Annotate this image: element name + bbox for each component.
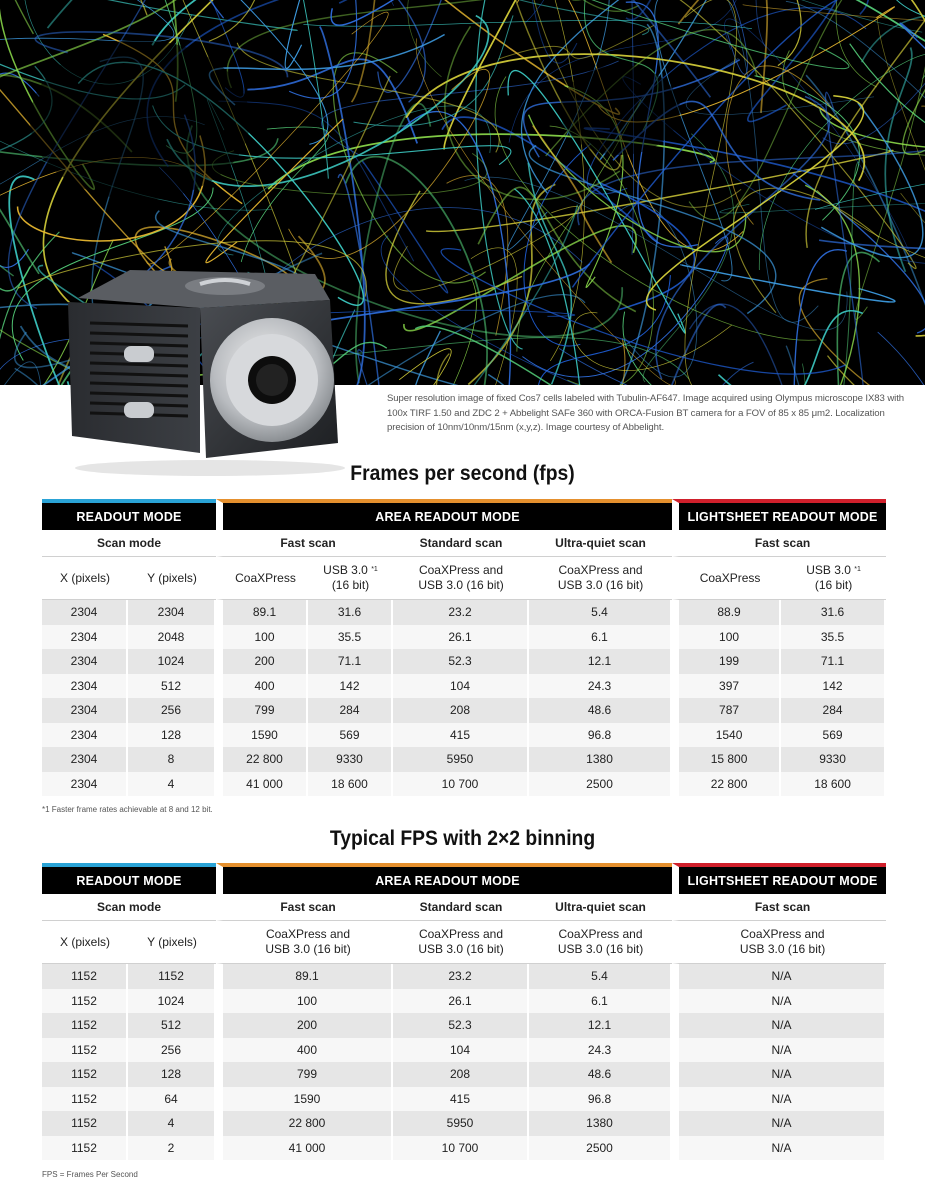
- table-cell: 26.1: [393, 625, 529, 650]
- microtubule-fiber: [697, 0, 819, 322]
- microtubule-fiber: [0, 0, 33, 34]
- coax-usb-line1: CoaXPress and: [265, 927, 351, 941]
- table-cell: 52.3: [393, 1013, 529, 1038]
- table-cell: 2304: [42, 600, 128, 625]
- usb-header: [308, 557, 393, 600]
- table-cell: 1152: [42, 1062, 128, 1087]
- table-cell: 5950: [393, 747, 529, 772]
- fps-table: [42, 499, 886, 796]
- table-row: [42, 674, 886, 699]
- microtubule-fiber: [805, 185, 859, 385]
- table-cell: 1540: [672, 723, 781, 748]
- table-cell: 100: [672, 625, 781, 650]
- table-cell: 18 600: [781, 772, 886, 797]
- microtubule-fiber: [573, 313, 732, 371]
- table-cell: N/A: [672, 1087, 886, 1112]
- microtubule-fiber: [346, 157, 487, 385]
- table-cell: 1380: [529, 747, 672, 772]
- table-cell: 1024: [128, 989, 216, 1014]
- table-cell: 71.1: [308, 649, 393, 674]
- table-cell: 1152: [42, 1038, 128, 1063]
- fast-scan-label: Fast scan: [216, 530, 393, 557]
- table-cell: 284: [308, 698, 393, 723]
- table-cell: 5950: [393, 1111, 529, 1136]
- microtubule-fiber: [237, 43, 499, 153]
- table-cell: 2500: [529, 772, 672, 797]
- table-cell: 104: [393, 1038, 529, 1063]
- table-cell: 1590: [216, 1087, 393, 1112]
- coax-usb-line2: USB 3.0 (16 bit): [265, 942, 351, 956]
- table-cell: 1152: [42, 1136, 128, 1161]
- x-pixels-header: X (pixels): [42, 557, 128, 600]
- table-cell: 2304: [42, 698, 128, 723]
- table-row: [42, 600, 886, 625]
- table-cell: 64: [128, 1087, 216, 1112]
- table-cell: 96.8: [529, 723, 672, 748]
- table-cell: 128: [128, 723, 216, 748]
- lightsheet-readout-mode-header: LIGHTSHEET READOUT MODE: [672, 863, 886, 894]
- table-cell: 569: [781, 723, 886, 748]
- table-cell: N/A: [672, 1038, 886, 1063]
- table-cell: 10 700: [393, 1136, 529, 1161]
- ultra-quiet-coax-usb-header: [529, 921, 672, 964]
- table-cell: 12.1: [529, 649, 672, 674]
- table-cell: 15 800: [672, 747, 781, 772]
- nucleus-void: [30, 40, 250, 200]
- x-pixels-header: X (pixels): [42, 921, 128, 964]
- table-row: [42, 1013, 886, 1038]
- table-cell: 23.2: [393, 964, 529, 989]
- microtubule-fiber: [799, 279, 925, 385]
- microtubule-fiber: [855, 0, 925, 319]
- table-cell: 142: [308, 674, 393, 699]
- nucleus-void: [560, 65, 680, 155]
- table-cell: 48.6: [529, 698, 672, 723]
- coax-usb-line1: CoaXPress and: [558, 563, 643, 577]
- table-row: [42, 772, 886, 797]
- lightsheet-fast-scan-label: Fast scan: [672, 894, 886, 921]
- microtubule-fiber: [849, 0, 925, 336]
- table-cell: 400: [216, 674, 308, 699]
- table-cell: 6.1: [529, 625, 672, 650]
- table-cell: 22 800: [216, 747, 308, 772]
- table-cell: 1024: [128, 649, 216, 674]
- table-cell: 1152: [42, 989, 128, 1014]
- table-cell: 1152: [42, 1111, 128, 1136]
- microtubule-fiber: [415, 326, 688, 385]
- table-row: [42, 964, 886, 989]
- table-cell: 200: [216, 649, 308, 674]
- coax-usb-line2: USB 3.0 (16 bit): [739, 942, 826, 956]
- ls-coaxpress-header: CoaXPress: [672, 557, 781, 600]
- table-cell: 256: [128, 698, 216, 723]
- table-cell: 52.3: [393, 649, 529, 674]
- microtubule-fiber: [387, 338, 625, 385]
- coax-usb-line1: CoaXPress and: [418, 927, 504, 941]
- binning-fps-table: [42, 863, 886, 1160]
- table-row: [42, 1136, 886, 1161]
- table-cell: 88.9: [672, 600, 781, 625]
- table-cell: 142: [781, 674, 886, 699]
- table-row: [42, 723, 886, 748]
- table-cell: 8: [128, 747, 216, 772]
- table-cell: 31.6: [308, 600, 393, 625]
- table-cell: 787: [672, 698, 781, 723]
- coax-usb-line2: USB 3.0 (16 bit): [557, 578, 644, 592]
- table-cell: N/A: [672, 964, 886, 989]
- table-cell: 2500: [529, 1136, 672, 1161]
- microtubule-fiber: [385, 0, 554, 23]
- area-readout-mode-header: AREA READOUT MODE: [216, 499, 672, 530]
- table-cell: N/A: [672, 989, 886, 1014]
- table-cell: 2: [128, 1136, 216, 1161]
- table-cell: 128: [128, 1062, 216, 1087]
- table-cell: 400: [216, 1038, 393, 1063]
- table-cell: 284: [781, 698, 886, 723]
- table-cell: 1152: [128, 964, 216, 989]
- standard-coax-usb-header: [393, 921, 529, 964]
- coax-usb-line2: USB 3.0 (16 bit): [418, 578, 504, 592]
- table-row: [42, 1038, 886, 1063]
- table-cell: 415: [393, 1087, 529, 1112]
- table-cell: 4: [128, 772, 216, 797]
- camera-product-image: [60, 268, 350, 478]
- table1-title: Frames per second (fps): [350, 462, 575, 485]
- table-cell: 1152: [42, 1013, 128, 1038]
- coax-usb-line1: CoaXPress and: [558, 927, 643, 941]
- table-cell: 397: [672, 674, 781, 699]
- coaxpress-header: CoaXPress: [216, 557, 308, 600]
- microtubule-fiber: [345, 350, 401, 385]
- coax-usb-line2: USB 3.0 (16 bit): [418, 942, 504, 956]
- fast-scan-label: Fast scan: [216, 894, 393, 921]
- table-cell: 100: [216, 625, 308, 650]
- usb-bits: (16 bit): [331, 578, 370, 592]
- table-cell: 35.5: [781, 625, 886, 650]
- table-cell: N/A: [672, 1062, 886, 1087]
- table-cell: 35.5: [308, 625, 393, 650]
- table-cell: 512: [128, 674, 216, 699]
- footnote-marker: *1: [854, 566, 861, 573]
- table-cell: 96.8: [529, 1087, 672, 1112]
- readout-mode-header: READOUT MODE: [42, 863, 216, 894]
- table-cell: 415: [393, 723, 529, 748]
- microtubule-fiber: [806, 0, 925, 248]
- table-cell: 1152: [42, 1087, 128, 1112]
- scan-mode-label: Scan mode: [42, 530, 216, 557]
- table-cell: 100: [216, 989, 393, 1014]
- microtubule-fiber: [686, 58, 874, 114]
- table-cell: N/A: [672, 1013, 886, 1038]
- table-cell: 22 800: [672, 772, 781, 797]
- ls-coax-usb-header: [672, 921, 886, 964]
- table-cell: 41 000: [216, 1136, 393, 1161]
- lightsheet-readout-mode-header: LIGHTSHEET READOUT MODE: [672, 499, 886, 530]
- microtubule-fiber: [817, 190, 925, 371]
- table-cell: 22 800: [216, 1111, 393, 1136]
- table-cell: 89.1: [216, 964, 393, 989]
- table-cell: 208: [393, 1062, 529, 1087]
- table-row: [42, 989, 886, 1014]
- ls-usb-bits: (16 bit): [814, 578, 853, 592]
- table-row: [42, 698, 886, 723]
- image-caption: Super resolution image of fixed Cos7 cells labeled with Tubulin-AF647. Image acquired using Olympus microscope IX83 with 100x TIRF 1.50 and ZDC 2 + Abbelight SAFe 360 with ORCA-Fusion BT camera for a FOV of 85 x 85 μm2. Localization precision of 10nm/10nm/15nm (x,y,z). Image courtesy of Abbelight.: [387, 393, 904, 433]
- table-cell: 24.3: [529, 674, 672, 699]
- table-row: [42, 747, 886, 772]
- table-row: [42, 625, 886, 650]
- readout-mode-header: READOUT MODE: [42, 499, 216, 530]
- table-cell: 199: [672, 649, 781, 674]
- ultra-quiet-scan-label: Ultra-quiet scan: [529, 894, 672, 921]
- ultra-quiet-scan-label: Ultra-quiet scan: [529, 530, 672, 557]
- y-pixels-header: Y (pixels): [128, 557, 216, 600]
- table-cell: 200: [216, 1013, 393, 1038]
- table-row: [42, 649, 886, 674]
- footnote-marker: *1: [371, 566, 378, 573]
- table-cell: 1380: [529, 1111, 672, 1136]
- microtubule-fiber: [623, 362, 753, 385]
- table-cell: 10 700: [393, 772, 529, 797]
- lightsheet-fast-scan-label: Fast scan: [672, 530, 886, 557]
- table-cell: 2304: [42, 674, 128, 699]
- table-cell: 23.2: [393, 600, 529, 625]
- table-cell: 31.6: [781, 600, 886, 625]
- microtubule-fiber: [720, 202, 925, 218]
- microtubule-fiber: [349, 0, 378, 102]
- table1-footnote: *1 Faster frame rates achievable at 8 and 12 bit.: [42, 805, 213, 814]
- table-cell: 1590: [216, 723, 308, 748]
- table-cell: 104: [393, 674, 529, 699]
- table-cell: 26.1: [393, 989, 529, 1014]
- table-cell: 48.6: [529, 1062, 672, 1087]
- standard-coax-usb-header: [393, 557, 529, 600]
- table-cell: 9330: [781, 747, 886, 772]
- scan-mode-label: Scan mode: [42, 894, 216, 921]
- usb-label: USB 3.0: [323, 563, 368, 577]
- table-cell: 5.4: [529, 964, 672, 989]
- table-cell: 71.1: [781, 649, 886, 674]
- table-row: [42, 1087, 886, 1112]
- table-cell: 799: [216, 698, 308, 723]
- table2-title: Typical FPS with 2×2 binning: [329, 827, 596, 850]
- microtubule-fiber: [853, 332, 925, 385]
- area-readout-mode-header: AREA READOUT MODE: [216, 863, 672, 894]
- microtubule-fiber: [408, 0, 461, 77]
- ls-usb-label: USB 3.0: [806, 563, 851, 577]
- microtubule-fiber: [559, 348, 925, 385]
- table-cell: 2304: [42, 649, 128, 674]
- ultra-quiet-coax-usb-header: [529, 557, 672, 600]
- table-cell: 256: [128, 1038, 216, 1063]
- standard-scan-label: Standard scan: [393, 894, 529, 921]
- table-row: [42, 1062, 886, 1087]
- table-cell: 569: [308, 723, 393, 748]
- microtubule-fiber: [678, 0, 767, 113]
- table-cell: 2304: [42, 723, 128, 748]
- coax-usb-line2: USB 3.0 (16 bit): [557, 942, 644, 956]
- table-cell: 2304: [42, 772, 128, 797]
- coax-usb-line1: CoaXPress and: [740, 927, 825, 941]
- table-cell: N/A: [672, 1136, 886, 1161]
- microtubule-fiber: [404, 226, 636, 331]
- y-pixels-header: Y (pixels): [128, 921, 216, 964]
- table-cell: 89.1: [216, 600, 308, 625]
- table-cell: 18 600: [308, 772, 393, 797]
- table-cell: 2304: [42, 747, 128, 772]
- table-cell: 799: [216, 1062, 393, 1087]
- table-cell: 6.1: [529, 989, 672, 1014]
- table-cell: N/A: [672, 1111, 886, 1136]
- microtubule-fiber: [457, 0, 648, 35]
- table-cell: 9330: [308, 747, 393, 772]
- table-cell: 4: [128, 1111, 216, 1136]
- standard-scan-label: Standard scan: [393, 530, 529, 557]
- table-cell: 12.1: [529, 1013, 672, 1038]
- table2-footnote: FPS = Frames Per Second: [42, 1170, 138, 1179]
- microtubule-fiber: [681, 265, 895, 302]
- table-cell: 24.3: [529, 1038, 672, 1063]
- fast-coax-usb-header: [216, 921, 393, 964]
- table-cell: 2304: [128, 600, 216, 625]
- ls-usb-header: [781, 557, 886, 600]
- table-cell: 2304: [42, 625, 128, 650]
- table-cell: 41 000: [216, 772, 308, 797]
- table-cell: 208: [393, 698, 529, 723]
- table-cell: 5.4: [529, 600, 672, 625]
- table-row: [42, 1111, 886, 1136]
- table-cell: 512: [128, 1013, 216, 1038]
- table-cell: 1152: [42, 964, 128, 989]
- table-cell: 2048: [128, 625, 216, 650]
- microtubule-fiber: [734, 188, 879, 313]
- coax-usb-line1: CoaXPress and: [418, 563, 504, 577]
